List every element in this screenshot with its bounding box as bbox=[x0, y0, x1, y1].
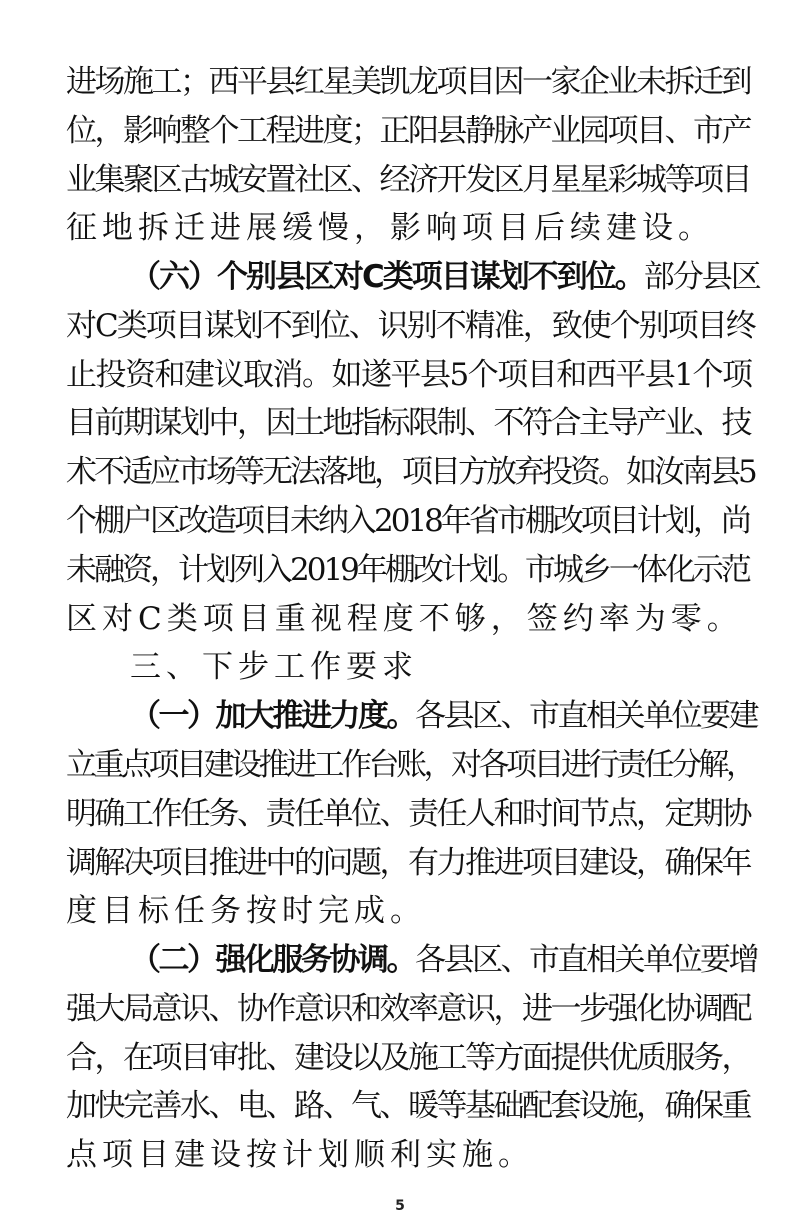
item-1-first-line bbox=[130, 692, 757, 741]
subheading-1: （一）加大推进力度。 bbox=[130, 698, 415, 734]
body-text: 各县区、市直相关单位要建 bbox=[415, 698, 757, 734]
section-heading: 三、下步工作要求 bbox=[130, 649, 418, 685]
body-text-line: 调解决项目推进中的问题，有力推进项目建设，确保年 bbox=[66, 845, 750, 881]
body-text-line: 止投资和建议取消。如遂平县5个项目和西平县1个项 bbox=[66, 357, 752, 393]
paragraph-6-first-line bbox=[130, 253, 760, 302]
body-text: 部分县区 bbox=[643, 259, 760, 295]
body-text: 各县区、市直相关单位要增 bbox=[415, 942, 757, 978]
body-text-line: 目前期谋划中，因土地指标限制、不符合主导产业、技 bbox=[66, 405, 750, 441]
body-text-line: 对C类项目谋划不到位、识别不精准，致使个别项目终 bbox=[66, 308, 755, 344]
subheading-2: （二）强化服务协调。 bbox=[130, 942, 415, 978]
body-text-line: 进场施工；西平县红星美凯龙项目因一家企业未拆迁到 bbox=[66, 64, 750, 100]
body-text-line: 强大局意识、协作意识和效率意识，进一步强化协调配 bbox=[66, 991, 750, 1027]
body-text-line: 度目标任务按时完成。 bbox=[66, 893, 426, 929]
body-text-line: 征地拆迁进展缓慢，影响项目后续建设。 bbox=[66, 210, 714, 246]
subheading-6: （六）个别县区对C类项目谋划不到位。 bbox=[130, 259, 644, 295]
page-number: 5 bbox=[395, 1198, 405, 1214]
body-text-line: 术不适应市场等无法落地，项目方放弃投资。如汝南县5 bbox=[66, 454, 755, 490]
body-text-line: 加快完善水、电、路、气、暖等基础配套设施，确保重 bbox=[66, 1088, 750, 1124]
body-text-line: 明确工作任务、责任单位、责任人和时间节点，定期协 bbox=[66, 796, 750, 832]
body-text-line: 个棚户区改造项目未纳入2018年省市棚改项目计划，尚 bbox=[66, 503, 749, 539]
item-2-first-line bbox=[130, 936, 757, 985]
body-text-line: 位，影响整个工程进度；正阳县静脉产业园项目、市产 bbox=[66, 113, 750, 149]
body-text-line: 立重点项目建设推进工作台账，对各项目进行责任分解， bbox=[66, 747, 754, 783]
body-text-line: 合，在项目审批、建设以及施工等方面提供优质服务， bbox=[66, 1040, 750, 1076]
body-text-line: 区对C类项目重视程度不够，签约率为零。 bbox=[66, 601, 743, 637]
body-text-line: 未融资，计划列入2019年棚改计划。市城乡一体化示范 bbox=[66, 552, 749, 588]
body-text-line: 点项目建设按计划顺利实施。 bbox=[66, 1137, 534, 1173]
body-text-line: 业集聚区古城安置社区、经济开发区月星星彩城等项目 bbox=[66, 162, 750, 198]
